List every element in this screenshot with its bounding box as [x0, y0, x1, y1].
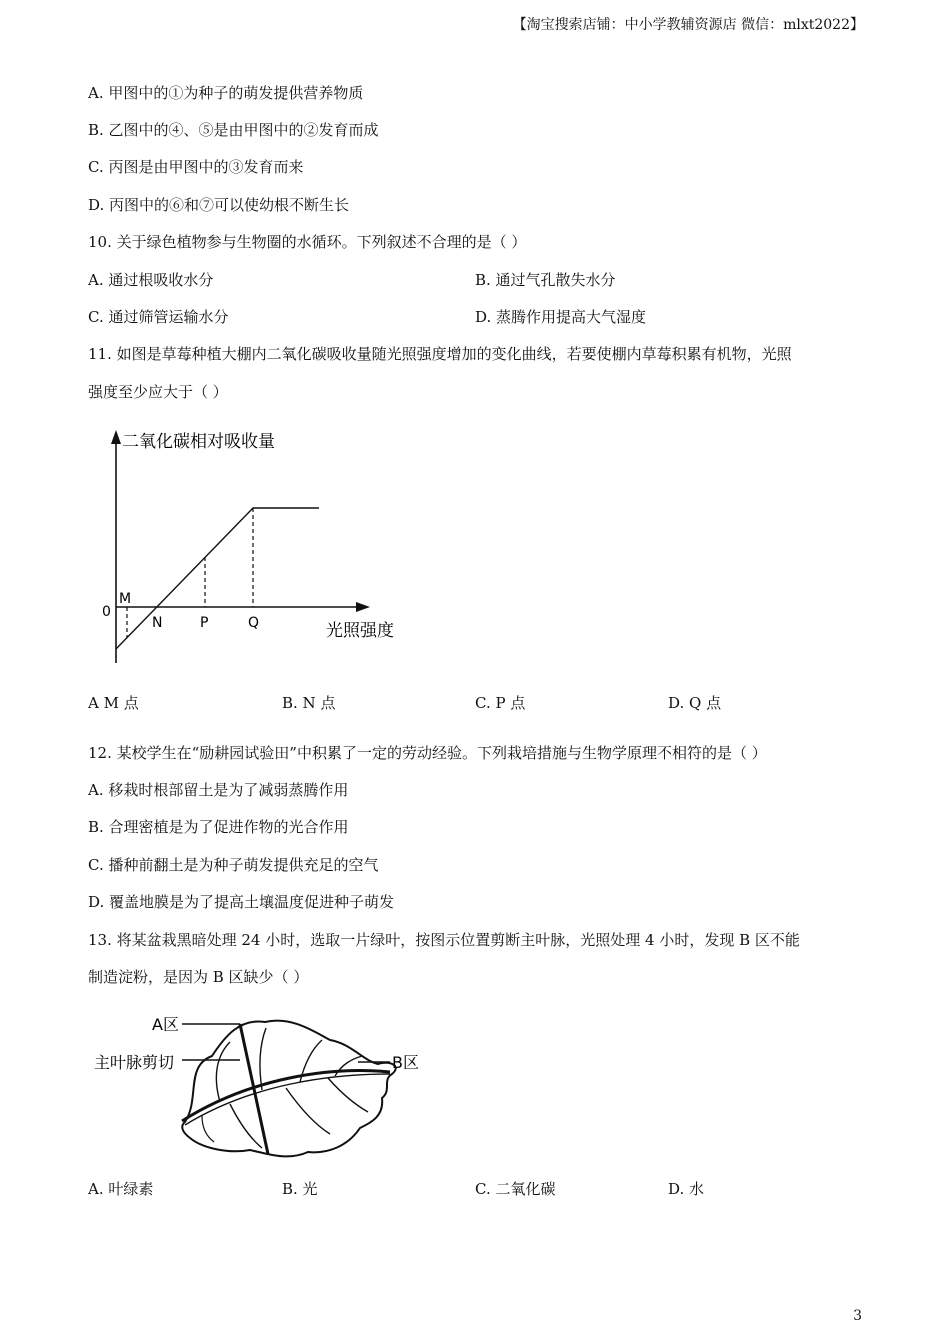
lateral-vein — [335, 1056, 362, 1076]
q11-stem-line1: 11. 如图是草莓种植大棚内二氧化碳吸收量随光照强度增加的变化曲线，若要使棚内草莓积累有机物，光照 — [88, 345, 792, 363]
q12-option-d: D. 覆盖地膜是为了提高土壤温度促进种子萌发 — [88, 893, 395, 911]
q9-option-c: C. 丙图是由甲图中的③发育而来 — [88, 158, 304, 176]
page-header: 【淘宝搜索店铺：中小学教辅资源店 微信：mlxt2022】 — [512, 17, 864, 33]
q9-option-d: D. 丙图中的⑥和⑦可以使幼根不断生长 — [88, 196, 350, 214]
co2-absorption-graph — [90, 420, 420, 670]
q9-option-b: B. 乙图中的④、⑤是由甲图中的②发育而成 — [88, 121, 379, 139]
lateral-vein — [216, 1042, 230, 1102]
q13-stem-line1: 13. 将某盆栽黑暗处理 24 小时，选取一片绿叶，按图示位置剪断主叶脉，光照处理 4 小时，发现 B 区不能 — [88, 931, 800, 949]
q13-option-b: B. 光 — [282, 1180, 318, 1198]
q11-option-b: B. N 点 — [282, 694, 336, 712]
lateral-vein — [286, 1088, 330, 1134]
q10-option-a: A. 通过根吸收水分 — [88, 271, 214, 289]
q13-option-d: D. 水 — [668, 1180, 705, 1198]
q10-option-d: D. 蒸腾作用提高大气湿度 — [475, 308, 647, 326]
origin-label: 0 — [102, 604, 111, 620]
lateral-vein — [260, 1028, 266, 1090]
q11-option-d: D. Q 点 — [668, 694, 722, 712]
q11-option-a: A M 点 — [88, 694, 139, 712]
label-b-zone: B区 — [392, 1053, 419, 1072]
lateral-vein — [202, 1116, 214, 1142]
q10-option-b: B. 通过气孔散失水分 — [475, 271, 616, 289]
leaf-diagram — [90, 1004, 440, 1164]
q13-option-a: A. 叶绿素 — [88, 1180, 154, 1198]
vein-cut-line — [240, 1024, 268, 1154]
q9-option-a: A. 甲图中的①为种子的萌发提供营养物质 — [88, 84, 364, 102]
q11-option-c: C. P 点 — [475, 694, 526, 712]
point-p-label: P — [200, 615, 209, 631]
x-axis-arrow — [356, 602, 370, 612]
x-axis-label: 光照强度 — [326, 621, 394, 641]
point-m-label: M — [119, 591, 132, 607]
q12-option-c: C. 播种前翻土是为种子萌发提供充足的空气 — [88, 856, 379, 874]
label-vein-cut: 主叶脉剪切 — [94, 1053, 175, 1072]
point-n-label: N — [152, 615, 163, 631]
q10-option-c: C. 通过筛管运输水分 — [88, 308, 229, 326]
main-vein — [182, 1071, 390, 1121]
label-a-zone: A区 — [152, 1015, 179, 1034]
point-q-label: Q — [248, 615, 260, 631]
leaf-outline — [182, 1021, 395, 1157]
y-axis-arrow — [111, 430, 121, 444]
y-axis-label: 二氧化碳相对吸收量 — [122, 432, 275, 452]
q13-option-c: C. 二氧化碳 — [475, 1180, 556, 1198]
q10-stem: 10. 关于绿色植物参与生物圈的水循环。下列叙述不合理的是（ ） — [88, 233, 527, 251]
q12-stem: 12. 某校学生在“励耕园试验田”中积累了一定的劳动经验。下列栽培措施与生物学原理不相符的是（ ） — [88, 744, 767, 762]
page-number: 3 — [853, 1308, 862, 1324]
q12-option-b: B. 合理密植是为了促进作物的光合作用 — [88, 818, 349, 836]
q13-stem-line2: 制造淀粉，是因为 B 区缺少（ ） — [88, 968, 309, 986]
q12-option-a: A. 移栽时根部留土是为了减弱蒸腾作用 — [88, 781, 349, 799]
q11-stem-line2: 强度至少应大于（ ） — [88, 383, 228, 401]
co2-curve — [116, 508, 319, 649]
lateral-vein — [328, 1078, 368, 1112]
